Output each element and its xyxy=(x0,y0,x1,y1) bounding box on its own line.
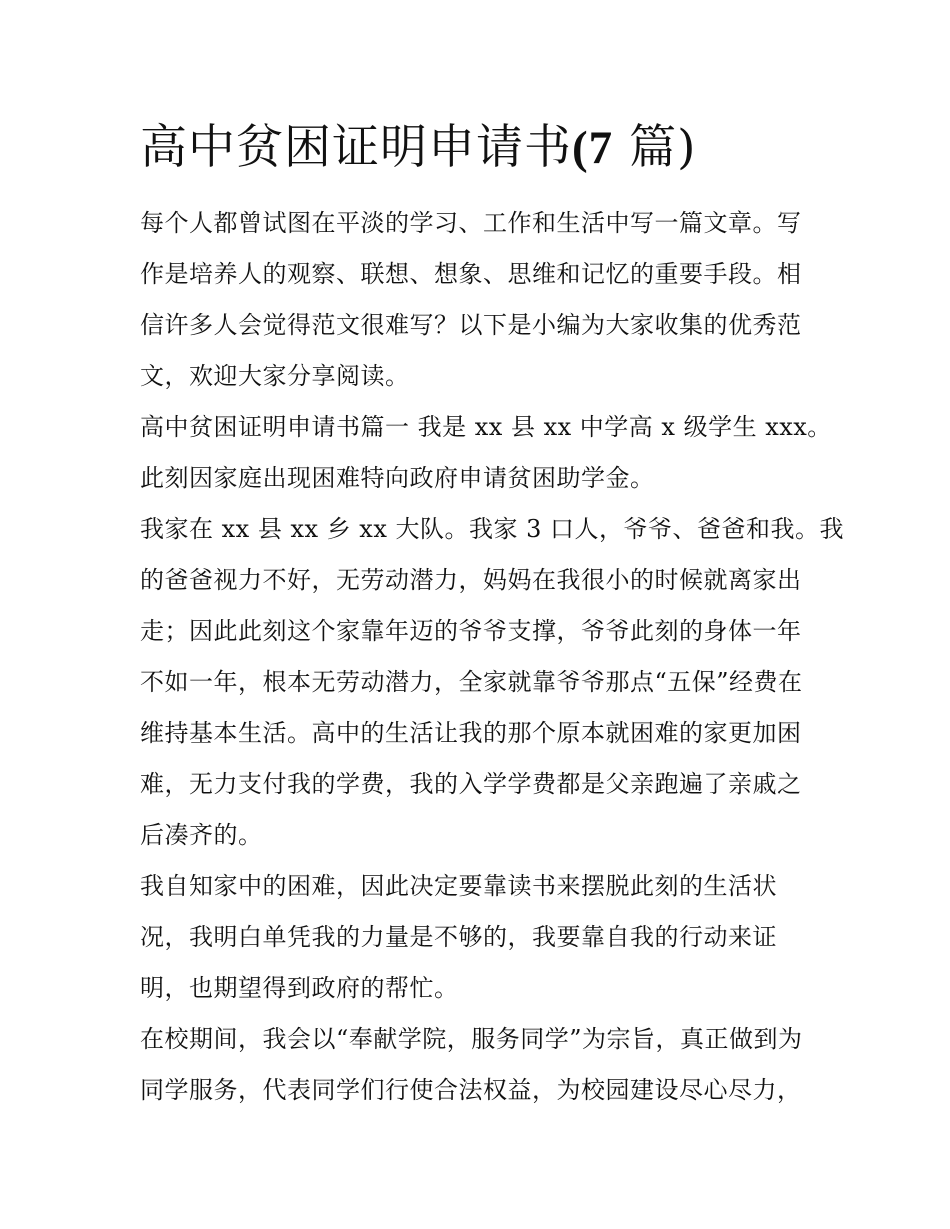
title-suffix: 篇) xyxy=(613,120,697,175)
text-line: 走；因此此刻这个家靠年迈的爷爷支撑，爷爷此刻的身体一年 xyxy=(140,617,802,645)
text-line: 况，我明白单凭我的力量是不够的，我要靠自我的行动来证 xyxy=(140,923,777,951)
text-line: 同学服务，代表同学们行使合法权益，为校园建设尽心尽力， xyxy=(140,1076,802,1104)
document-title xyxy=(140,118,840,178)
text-line: 此刻因家庭出现困难特向政府申请贫困助学金。 xyxy=(140,464,655,492)
text-line: 每个人都曾试图在平淡的学习、工作和生活中写一篇文章。写 xyxy=(140,209,802,237)
text-line: 不如一年，根本无劳动潜力，全家就靠爷爷那点“五保”经费在 xyxy=(140,668,803,696)
title-main: 高中贫困证明申请书 xyxy=(140,120,572,175)
text-line: 明，也期望得到政府的帮忙。 xyxy=(140,974,459,1002)
text-line: 高中贫困证明申请书篇一 我是 xx 县 xx 中学高 x 级学生 xxx。 xyxy=(140,413,832,441)
text-line: 在校期间，我会以“奉献学院，服务同学”为宗旨，真正做到为 xyxy=(140,1025,803,1053)
text-line: 信许多人会觉得范文很难写？以下是小编为大家收集的优秀范 xyxy=(140,311,802,339)
text-line: 文，欢迎大家分享阅读。 xyxy=(140,362,410,390)
text-line: 我自知家中的困难，因此决定要靠读书来摆脱此刻的生活状 xyxy=(140,872,777,900)
document-body xyxy=(140,198,845,1116)
text-line: 难，无力支付我的学费，我的入学学费都是父亲跑遍了亲戚之 xyxy=(140,770,802,798)
text-line: 维持基本生活。高中的生活让我的那个原本就困难的家更加困 xyxy=(140,719,802,747)
text-line: 的爸爸视力不好，无劳动潜力，妈妈在我很小的时候就离家出 xyxy=(140,566,802,594)
text-line: 后凑齐的。 xyxy=(140,821,263,849)
title-paren-open: ( xyxy=(572,122,589,174)
title-number: 7 xyxy=(588,122,614,174)
text-line: 我家在 xx 县 xx 乡 xx 大队。我家 3 口人，爷爷、爸爸和我。我 xyxy=(140,515,845,543)
text-line: 作是培养人的观察、联想、想象、思维和记忆的重要手段。相 xyxy=(140,260,802,288)
